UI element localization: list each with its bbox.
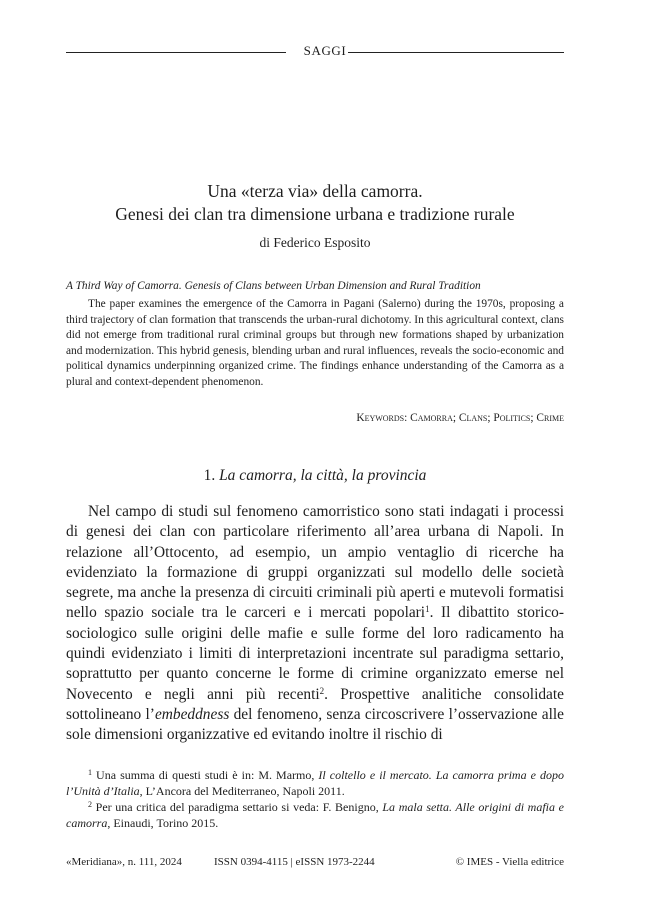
section-number: 1. [203,467,216,484]
keywords-label: Keywords: [356,412,408,424]
keywords [356,412,564,424]
article-title-line1: Una «terza via» della camorra. [207,181,423,201]
footer-issn: ISSN 0394-4115 | eISSN 1973-2244 [214,856,375,868]
running-header: SAGGI [303,43,347,58]
section-heading [66,467,564,485]
footnote-2: $^2$ Per una critica del paradigma settario si veda: F. Benigno, La mala setta. Alle origini di mafia e camorra, Einaudi, Torino 2015. [66,800,564,830]
footnote-ref-2[interactable]: 2 [319,685,325,696]
footnote-1: $^1$ Una summa di questi studi è in: M. Marmo, Il coltello e il mercato. La camorra prima e dopo l’Unità d’Italia, L’Ancora del Mediterraneo, Napoli 2011. [66,768,564,798]
body-paragraph: Nel campo di studi sul fenomeno camorristico sono stati indagati i processi di genesi dei clan con particolare riferimento all’area urbana di Napoli. In relazione all’Ottocento, ad esempio, un ampio ventaglio di ricerche ha evidenziato la formazione di gruppi organizzati sul modello delle società segrete, ma anche la presenza di circuiti criminali più aperti e mutevoli formatisi nello spazio sociale tra le carceri e i mercati popolari$^1$. Il dibattito storico-sociologico sulle origini delle mafie e sulle forme del loro radicamento ha quindi evidenziato i limiti di interpretazioni incentrate sul paradigma settario, soprattutto per quanto concerne le forme di crimine organizzato emerse nel Novecento e negli anni più recenti$^2$. Prospettive analitiche consolidate sottolineano l’embeddness del fenomeno, senza circoscrivere l’osservazione alle sole dimensioni organizzative ed evitando inoltre il rischio di [66,503,564,744]
section-title: La camorra, la città, la provincia [219,467,427,484]
abstract-text: The paper examines the emergence of the Camorra in Pagani (Salerno) during the 1970s, proposing a third trajectory of clan formation that transcends the urban-rural dichotomy. In this agricultural context, clans did not emerge from traditional rural criminal groups but through new formations shaped by urbanization and modernization. This hybrid genesis, blending urban and rural influences, reveals the socio-economic and political dynamics underpinning organized crime. The findings enhance understanding of the Camorra as a plural and context-dependent phenomenon. [66,298,564,388]
footer-publisher: © IMES - Viella editrice [455,856,564,868]
abstract-title: A Third Way of Camorra. Genesis of Clans between Urban Dimension and Rural Tradition [66,280,481,292]
article-title-line2: Genesi dei clan tra dimensione urbana e tradizione rurale [115,204,515,224]
footnote-ref-1[interactable]: 1 [425,604,430,615]
keywords-list: Camorra; Clans; Politics; Crime [410,412,564,424]
article-author: di Federico Esposito [259,235,371,250]
footer-journal: «Meridiana», n. 111, 2024 [66,856,182,868]
